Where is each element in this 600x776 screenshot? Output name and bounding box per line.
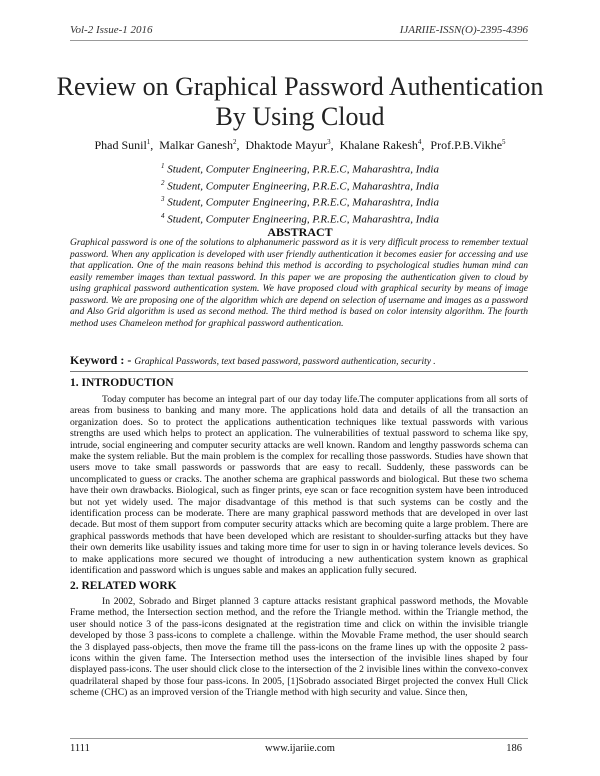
section-heading-introduction: 1. INTRODUCTION [70, 377, 174, 389]
section-heading-related-work: 2. RELATED WORK [70, 580, 177, 592]
paper-id: 1111 [70, 743, 90, 754]
affiliation: $^1$ Student, Computer Engineering, P.R.E.C, Maharashtra, India [161, 162, 439, 176]
header-divider [70, 40, 528, 41]
keyword-list: Graphical Passwords, text based password, password authentication, security . [134, 357, 436, 367]
abstract-heading: ABSTRACT [267, 225, 333, 239]
title-line-2: By Using Cloud [215, 102, 385, 131]
journal-issn: IJARIIE-ISSN(O)-2395-4396 [399, 24, 528, 36]
author: Dhaktode Mayur$^3$ [245, 138, 331, 152]
keyword-label: Keyword : - [70, 353, 132, 367]
affiliation: $^2$ Student, Computer Engineering, P.R.E.C, Maharashtra, India [161, 178, 439, 193]
author: Malkar Ganesh$^2$ [159, 138, 237, 152]
affiliation: $^4$ Student, Computer Engineering, P.R.E.C, Maharashtra, India [161, 211, 439, 226]
affiliations [0, 160, 600, 227]
introduction-text: Today computer has become an integral part of our day today life.The computer applications from all sorts of areas from business to banking and many more. The applications hold data and details of all the transaction an organization does. So to protect the applications authentication techniques like textual passwords with various strengths are used which helps to protect an application. The vulnerabilities of textual password to schema like spy, intrude, social engineering and computer security attacks are well known. Random and lengthy passwords schema can make the system reliable. But the main problem is the complex for recalling those passwords. Studies have shown that users move to take small passwords or passwords that are easy to recall. Suddenly, these passwords can be uncomplicated to guess or cracks. The another schema are graphical passwords and biological. But these two schema have their own drawbacks. Biological, such as finger prints, eye scan or face recognition system have been introduced but not yet widely used. The major disadvantage of this method is that such systems can be costly and the identification process can be moderate. There are many graphical password methods that are developed in over last decade. But most of them support from computer security attacks which are becoming quite a large problem. There are graphical passwords methods that have been developed which are resistant to shoulder-surfing attacks but they have their own demerits like usability issues and taking more time for user to sign in or having tolerance levels devices. So to make applications more secured we thought of introducing a new authentication system known as graphical identification and password which is ungues sable and makes an application fully secured. [70, 394, 528, 577]
paper-title [40, 72, 560, 132]
journal-volume: Vol-2 Issue-1 2016 [70, 24, 153, 36]
author-list: Phad Sunil$^1$, Malkar Ganesh$^2$, Dhaktode Mayur$^3$, Khalane Rakesh$^4$, Prof.P.B.Vikhe$^5$ [94, 138, 506, 152]
abstract-text: Graphical password is one of the solutions to alphanumeric password as it is very difficult process to remember textual password. When any application is developed with user friendly authentication it becomes easier for accessing and use that application. One of the main reasons behind this method is according to psychological studies human mind can easily remember images than textual password. In this paper we are proposing the authentication given to cloud by using graphical password authentication system. We have proposed cloud with graphical security by means of image password. We are proposing one of the algorithm which are depend on selection of username and images as a password and Also Grid algorithm is used as second method. The third method is based on color intensity algorithm. The fourth method uses Chameleon method for graphical password authentication. [70, 238, 528, 329]
page-number: 186 [506, 743, 522, 754]
journal-website: www.ijariie.com [265, 743, 335, 754]
author: Prof.P.B.Vikhe$^5$ [430, 138, 506, 152]
author: Phad Sunil$^1$ [94, 138, 151, 152]
related-work-text: In 2002, Sobrado and Birget planned 3 capture attacks resistant graphical password methods, the Movable Frame method, the Intersection section method, and the refore the Triangle method. within the Triangle method, the user should notice 3 of the pass-icons designated at the registration time and click on within the invisible triangle developed by those 3 pass-icons to complete a challenge. within the Movable Frame method, the user should search the 3 displayed pass-objects, then move the frame till the pass-icons on the frame lines up with the opposite 2 pass-icons within the given fame. The Intersection method uses the intersection of the invisible lines shaped by four displayed pass-icons. The user should click close to the intersection of the 2 invisible lines within the convexo-convex quadrilateral shaped by those four pass-icons. In 2005, [1]Sobrado associated Birget projected the convex Hull Click scheme (CHC) as an improved version of the Triangle method with high security and value. Since then, [70, 596, 528, 699]
keywords [70, 353, 528, 368]
affiliation: $^3$ Student, Computer Engineering, P.R.E.C, Maharashtra, India [161, 195, 439, 209]
author: Khalane Rakesh$^4$ [339, 138, 422, 152]
title-line-1: Review on Graphical Password Authentication [56, 72, 544, 101]
footer-divider [70, 738, 528, 739]
keyword-divider [70, 371, 528, 372]
